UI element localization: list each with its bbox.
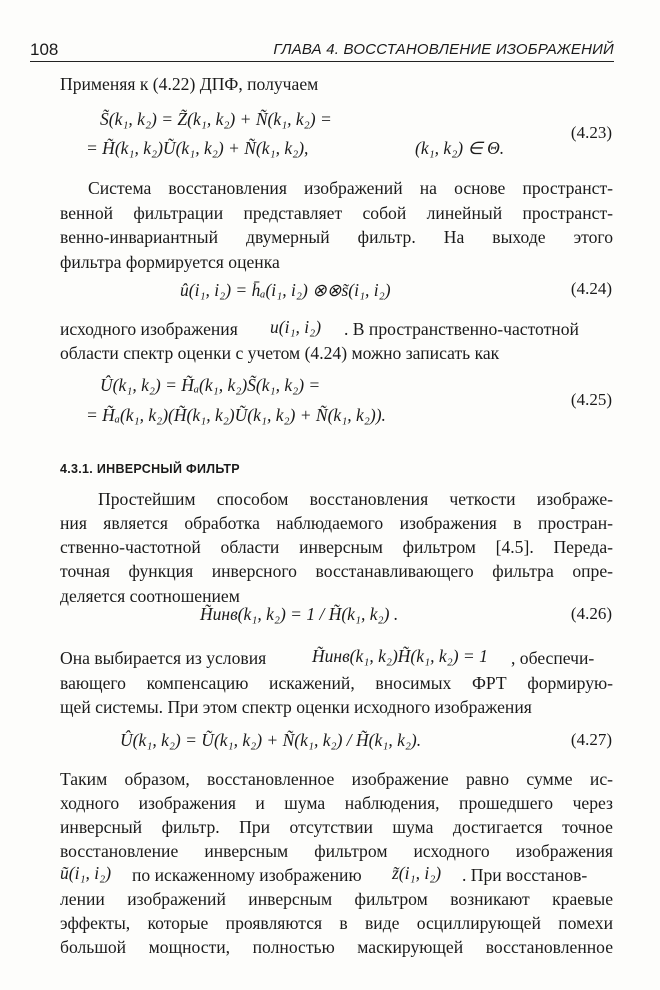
para1-line: венно-инвариантный двумерный фильтр. На выходе этого [60, 227, 613, 247]
para4-line3: щей системы. При этом спектр оценки исходного изображения [60, 697, 532, 717]
para5-line5-b: . При восстанов- [462, 865, 588, 885]
para1-line: фильтра формируется оценка [60, 252, 280, 272]
para3-line: Простейшим способом восстановления четкости изображе- [98, 489, 613, 509]
para3-line: ния является обработка наблюдаемого изображения в простран- [60, 513, 613, 533]
para5-line3: инверсный фильтр. При отсутствии шума достигается точное [60, 817, 613, 837]
para1-line: венной фильтрации представляет собой линейный пространст- [60, 203, 613, 223]
para5-line5-formula2: z̃(i₁, i₂) [392, 863, 442, 883]
eq-4-25-line2: = H̃ₐ(k₁, k₂)(H̃(k₁, k₂)Ũ(k₁, k₂) + Ñ(k₁, k₂)). [86, 405, 386, 425]
para1-line: Система восстановления изображений на основе пространст- [88, 178, 613, 198]
para2-line1-formula: u(i₁, i₂) [270, 317, 322, 337]
eq-4-23-line1: S̃(k₁, k₂) = Z̃(k₁, k₂) + Ñ(k₁, k₂) = [100, 109, 332, 129]
para3-line: точная функция инверсного восстанавливающего фильтра опре- [60, 561, 613, 581]
chapter-title: ГЛАВА 4. ВОССТАНОВЛЕНИЕ ИЗОБРАЖЕНИЙ [273, 41, 614, 58]
eq-4-25-line1: Û(k₁, k₂) = H̃ₐ(k₁, k₂)S̃(k₁, k₂) = [100, 375, 321, 395]
para5-line4: восстановление инверсным фильтром исходного изображения [60, 841, 613, 861]
eq-4-25-number: (4.25) [570, 390, 612, 409]
page-number: 108 [30, 40, 59, 59]
para5-line8: большой мощности, полностью маскирующей восстановленное [60, 937, 613, 957]
eq-4-23-number: (4.23) [570, 123, 612, 142]
para2-line2: области спектр оценки с учетом (4.24) можно записать как [60, 343, 500, 363]
intro-line: Применяя к (4.22) ДПФ, получаем [60, 74, 319, 94]
eq-4-23-domain: (k₁, k₂) ∈ Θ. [415, 138, 505, 158]
para5-line5-a: по искаженному изображению [132, 865, 362, 885]
para5-line6: лении изображений инверсным фильтром возникают краевые [60, 889, 613, 909]
para4-line1-formula: H̃инв(k₁, k₂)H̃(k₁, k₂) = 1 [312, 646, 488, 666]
eq-4-27-number: (4.27) [570, 730, 612, 749]
para4-line1-b: , обеспечи- [511, 648, 595, 668]
running-header [30, 38, 614, 60]
para5-line1: Таким образом, восстановленное изображение равно сумме ис- [60, 769, 613, 789]
para5-line5-formula1: ũ(i₁, i₂) [60, 863, 112, 883]
para3-line: деляется соотношением [60, 586, 240, 606]
header-rule [30, 61, 614, 62]
eq-4-26-formula: H̃инв(k₁, k₂) = 1 / H̃(k₁, k₂) . [200, 604, 399, 624]
section-heading: 4.3.1. ИНВЕРСНЫЙ ФИЛЬТР [60, 462, 240, 476]
para3-line: ственно-частотной области инверсным фильтром [4.5]. Переда- [60, 537, 613, 557]
para2-line1-b: . В пространственно-частотной [344, 319, 579, 339]
para4-line1-a: Она выбирается из условия [60, 648, 267, 668]
para2-line1-a: исходного изображения [60, 319, 238, 339]
eq-4-24-formula: û(i₁, i₂) = h̄ₐ(i₁, i₂) ⊗⊗s̃(i₁, i₂) [180, 280, 391, 300]
para5-line7: эффекты, которые проявляются в виде осциллирующей помехи [60, 913, 613, 933]
eq-4-24-number: (4.24) [570, 279, 612, 298]
para4-line2: вающего компенсацию искажений, вносимых ФРТ формирую- [60, 673, 613, 693]
eq-4-26-number: (4.26) [570, 604, 612, 623]
eq-4-23-line2: = H̃(k₁, k₂)Ũ(k₁, k₂) + Ñ(k₁, k₂), [86, 138, 309, 158]
eq-4-27-formula: Û(k₁, k₂) = Ũ(k₁, k₂) + Ñ(k₁, k₂) / H̃(k₁, k₂). [120, 730, 422, 750]
para5-line2: ходного изображения и шума наблюдения, прошедшего через [60, 793, 613, 813]
